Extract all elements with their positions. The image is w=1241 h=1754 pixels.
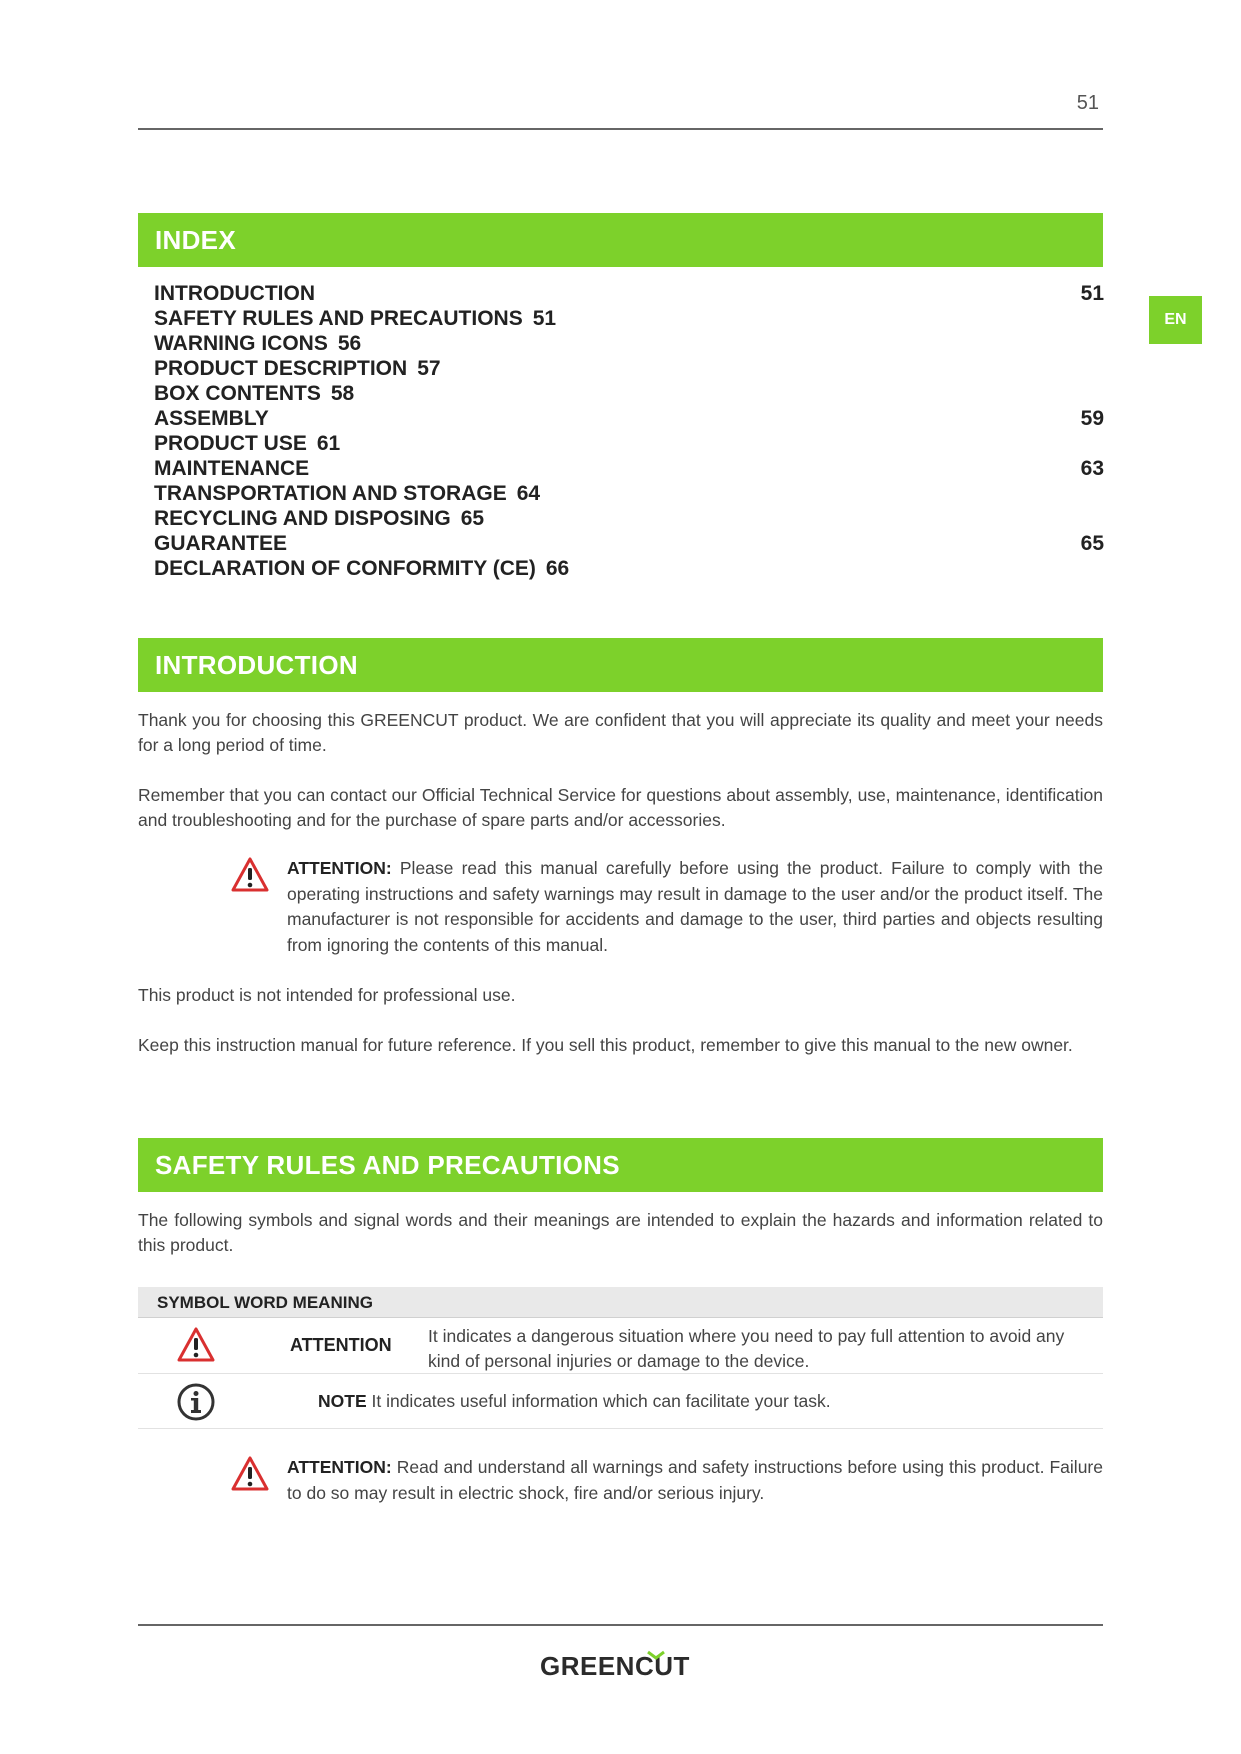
toc-entry-page: 61: [316, 432, 341, 455]
toc-entry-page: 64: [516, 482, 541, 505]
toc-entry-label: TRANSPORTATION AND STORAGE: [154, 482, 507, 505]
warning-triangle-icon: [230, 1455, 270, 1493]
toc-entry-label: PRODUCT DESCRIPTION: [154, 357, 408, 380]
header-rule: [138, 128, 1103, 130]
introduction-heading: INTRODUCTION: [138, 638, 1103, 692]
safety-heading: SAFETY RULES AND PRECAUTIONS: [138, 1138, 1103, 1192]
toc-entry-page: 59: [1080, 407, 1104, 430]
toc-entry-label: PRODUCT USE: [154, 432, 307, 455]
toc-entry-page: 65: [460, 507, 485, 530]
toc-entry: [154, 281, 1104, 306]
symbol-table: [138, 1287, 1103, 1429]
toc-entry: [154, 406, 1104, 431]
toc-entry-page: 51: [1080, 282, 1104, 305]
warning-triangle-icon: [176, 1326, 216, 1364]
table-of-contents: [154, 281, 1104, 581]
toc-entry-label: ASSEMBLY: [154, 407, 269, 430]
table-row: [138, 1374, 1103, 1429]
footer-rule: [138, 1624, 1103, 1626]
toc-entry: [154, 431, 1104, 456]
safety-paragraph-1: The following symbols and signal words and their meanings are intended to explain the hazards and information related to this product.: [138, 1210, 1103, 1255]
toc-entry: [154, 481, 1104, 506]
greencut-logo: [540, 1650, 702, 1680]
table-row: [138, 1318, 1103, 1374]
warning-triangle-icon: [230, 856, 270, 894]
index-heading: INDEX: [138, 213, 1103, 267]
intro-attention-text: ATTENTION: Please read this manual carefully before using the product. Failure to comply with the operating instructions and safety warnings may result in damage to the user and/or the product itself. The manufacturer is not responsible for accidents and damage to the user, third parties and objects resulting from ignoring the contents of this manual.: [287, 858, 1103, 955]
page-number: 51: [1076, 92, 1099, 114]
toc-entry-label: WARNING ICONS: [154, 332, 328, 355]
toc-entry-label: DECLARATION OF CONFORMITY (CE): [154, 557, 536, 580]
toc-entry-page: 51: [532, 307, 557, 330]
intro-paragraph-2: Remember that you can contact our Official Technical Service for questions about assembly, use, maintenance, identification and troubleshooting and for the purchase of spare parts and/or accessories.: [138, 785, 1103, 830]
toc-entry: [154, 306, 1104, 331]
toc-entry-label: MAINTENANCE: [154, 457, 310, 480]
intro-paragraph-3: This product is not intended for professional use.: [138, 985, 516, 1005]
symbol-meaning: It indicates a dangerous situation where you need to pay full attention to avoid any kind of personal injuries or damage to the device.: [428, 1326, 1065, 1371]
attention-label: ATTENTION:: [287, 1457, 392, 1477]
note-meaning: NOTE It indicates useful information which can facilitate your task.: [318, 1391, 831, 1411]
toc-entry-label: GUARANTEE: [154, 532, 288, 555]
toc-entry-page: 63: [1080, 457, 1104, 480]
greencut-logo-mark: [540, 1650, 702, 1680]
toc-entry-label: RECYCLING AND DISPOSING: [154, 507, 451, 530]
toc-entry: [154, 556, 1104, 581]
intro-paragraph-1: Thank you for choosing this GREENCUT product. We are confident that you will appreciate its quality and meet your needs for a long period of time.: [138, 710, 1103, 755]
toc-entry: [154, 381, 1104, 406]
language-tab: EN: [1149, 296, 1202, 344]
intro-paragraph-4: Keep this instruction manual for future reference. If you sell this product, remember to give this manual to the new owner.: [138, 1035, 1073, 1055]
toc-entry-label: SAFETY RULES AND PRECAUTIONS: [154, 307, 523, 330]
toc-entry-label: BOX CONTENTS: [154, 382, 321, 405]
toc-entry-page: 57: [417, 357, 441, 380]
toc-entry-label: INTRODUCTION: [154, 282, 315, 305]
toc-entry: [154, 331, 1104, 356]
svg-text:GREENCUT: GREENCUT: [540, 1651, 690, 1680]
symbol-word: ATTENTION: [290, 1335, 392, 1355]
symbol-word: NOTE: [318, 1391, 367, 1411]
info-icon: [176, 1382, 216, 1422]
toc-entry-page: 65: [1080, 532, 1104, 555]
toc-entry: [154, 456, 1104, 481]
toc-entry-page: 56: [337, 332, 362, 355]
attention-label: ATTENTION:: [287, 858, 392, 878]
safety-attention-text: ATTENTION: Read and understand all warnings and safety instructions before using this product. Failure to do so may result in electric shock, fire and/or serious injury.: [287, 1457, 1103, 1503]
toc-entry: [154, 531, 1104, 556]
symbol-table-header: SYMBOL WORD MEANING: [138, 1287, 1103, 1318]
toc-entry: [154, 506, 1104, 531]
toc-entry-page: 66: [545, 557, 570, 580]
toc-entry-page: 58: [330, 382, 355, 405]
toc-entry: [154, 356, 1104, 381]
